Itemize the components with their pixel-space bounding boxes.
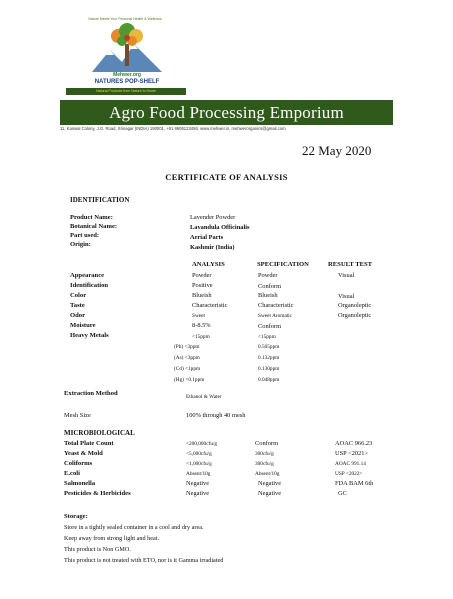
pesticides-label: Pesticides & Herbicides [64, 490, 131, 497]
col-specification-header: SPECIFICATION [257, 261, 309, 268]
salmonella-analysis: Negative [186, 480, 210, 487]
yeast-mold-label: Yeast & Mold [64, 450, 103, 457]
extraction-label: Extraction Method [64, 390, 118, 397]
lead-spec: 0.505ppm [258, 344, 280, 350]
storage-line: This product is not treated with ETO, nor is it Gamma irradiated [64, 557, 224, 564]
yeast-mold-spec: 300cfu/g [255, 451, 274, 457]
tpc-spec: Conform [255, 440, 279, 447]
origin-label: Origin: [70, 241, 91, 248]
identification-heading: IDENTIFICATION [70, 196, 130, 204]
micro-heading: MICROBIOLOGICAL [64, 429, 135, 437]
salmonella-spec: Negative [258, 480, 282, 487]
certificate-date: 22 May 2020 [302, 143, 372, 158]
heavy-metals-label: Heavy Metals [70, 332, 109, 339]
mercury-spec: 0.048ppm [258, 377, 280, 383]
storage-line: This product is Non GMO. [64, 546, 131, 553]
taste-spec: Characteristic [258, 302, 294, 309]
storage-line: Keep away from strong light and heat. [64, 535, 160, 542]
taste-result: Organoleptic [338, 302, 372, 309]
appearance-spec: Powder [258, 272, 278, 279]
coliforms-analysis: <1,000cfu/g [186, 461, 212, 467]
odor-analysis: Sweet [192, 313, 205, 319]
yeast-mold-result: USP <2021> [335, 450, 369, 457]
product-name-value: Lavender Powder [190, 214, 236, 221]
botanical-name-label: Botanical Name: [70, 223, 118, 230]
odor-spec: Sweet Aromatic [258, 313, 292, 319]
appearance-analysis: Powder [192, 272, 212, 279]
pesticides-spec: Negative [258, 490, 282, 497]
certificate-title: CERTIFICATE OF ANALYSIS [165, 172, 288, 182]
extraction-value: Ethanol & Water [186, 394, 222, 400]
odor-label: Odor [70, 312, 86, 319]
botanical-name-value: Lavandula Officinalis [190, 224, 250, 231]
appearance-result: Visual [338, 272, 355, 279]
mesh-value: 100% through 40 mesh [186, 412, 246, 419]
taste-analysis: Characteristic [192, 302, 228, 309]
color-result: Visual [338, 293, 355, 300]
logo-name: NATURES POP-SHELF [94, 79, 160, 85]
moisture-spec: Conform [258, 323, 282, 330]
company-banner: Agro Food Processing Emporium [60, 100, 393, 125]
cadmium-spec: 0.130ppm [258, 366, 280, 372]
color-label: Color [70, 292, 87, 299]
heavy-metals-analysis: <15ppm [192, 334, 210, 340]
salmonella-label: Salmonella [64, 480, 96, 487]
part-used-label: Part used: [70, 232, 100, 239]
coliforms-spec: 300cfu/g [255, 461, 274, 467]
identification-label: Identification [70, 282, 109, 289]
logo-site: Mehwer.org [113, 72, 141, 78]
coliforms-result: AOAC 991.14 [335, 461, 366, 467]
tpc-label: Total Plate Count [64, 440, 114, 447]
ecoli-spec: Absent/10g [255, 471, 280, 477]
color-spec: Blueish [258, 292, 278, 299]
tpc-analysis: <200,000cfu/g [186, 441, 218, 447]
identification-analysis: Positive [192, 282, 213, 289]
origin-value: Kashmir (India) [190, 244, 235, 251]
logo-strip: Natural Products from Nature to Home [66, 88, 186, 95]
taste-label: Taste [70, 302, 85, 309]
appearance-label: Appearance [70, 272, 105, 279]
arsenic-spec: 0.132ppm [258, 355, 280, 361]
color-analysis: Blueish [192, 292, 212, 299]
identification-spec: Conform [258, 283, 282, 290]
lead-analysis: (Pb) <3ppm [174, 344, 200, 350]
part-used-value: Aerial Parts [190, 234, 224, 241]
mesh-label: Mesh Size [64, 412, 91, 419]
product-name-label: Product Name: [70, 214, 113, 221]
coliforms-label: Coliforms [64, 460, 93, 467]
arsenic-analysis: (As) <3ppm [174, 355, 200, 361]
ecoli-label: E.coli [64, 470, 80, 477]
storage-heading: Storage: [64, 513, 88, 520]
moisture-label: Moisture [70, 322, 96, 329]
col-analysis-header: ANALYSIS [192, 261, 225, 268]
tpc-result: AOAC 966.23 [335, 440, 373, 447]
logo-tree-mountain-icon [92, 22, 162, 72]
ecoli-result: USP <2022> [335, 471, 363, 477]
storage-line: Store in a tightly sealed container in a cool and dry area. [64, 524, 204, 531]
mercury-analysis: (Hg) <0.1ppm [174, 377, 205, 383]
odor-result: Organoleptic [338, 312, 372, 319]
moisture-analysis: 8-8.5% [192, 322, 211, 329]
storage-section [64, 511, 394, 566]
company-address: 11, Kanwal Colony, J.G. Road, Srinagar (INDIA) 190001, +91 9906123456, www.mehwer.in, mehwerorganics@gmail.com [60, 126, 286, 131]
pesticides-analysis: Negative [186, 490, 210, 497]
col-result-header: RESULT TEST [328, 261, 373, 268]
pesticides-result: GC [338, 490, 347, 497]
logo-tagline: Nature Meets Your Personal Health & Wellness [88, 17, 162, 21]
ecoli-analysis: Absent/10g [186, 471, 211, 477]
salmonella-result: FDA BAM 6th [335, 480, 374, 487]
heavy-metals-spec: <15ppm [258, 334, 276, 340]
yeast-mold-analysis: <5,000cfu/g [186, 451, 212, 457]
cadmium-analysis: (Cd) <1ppm [174, 366, 201, 372]
